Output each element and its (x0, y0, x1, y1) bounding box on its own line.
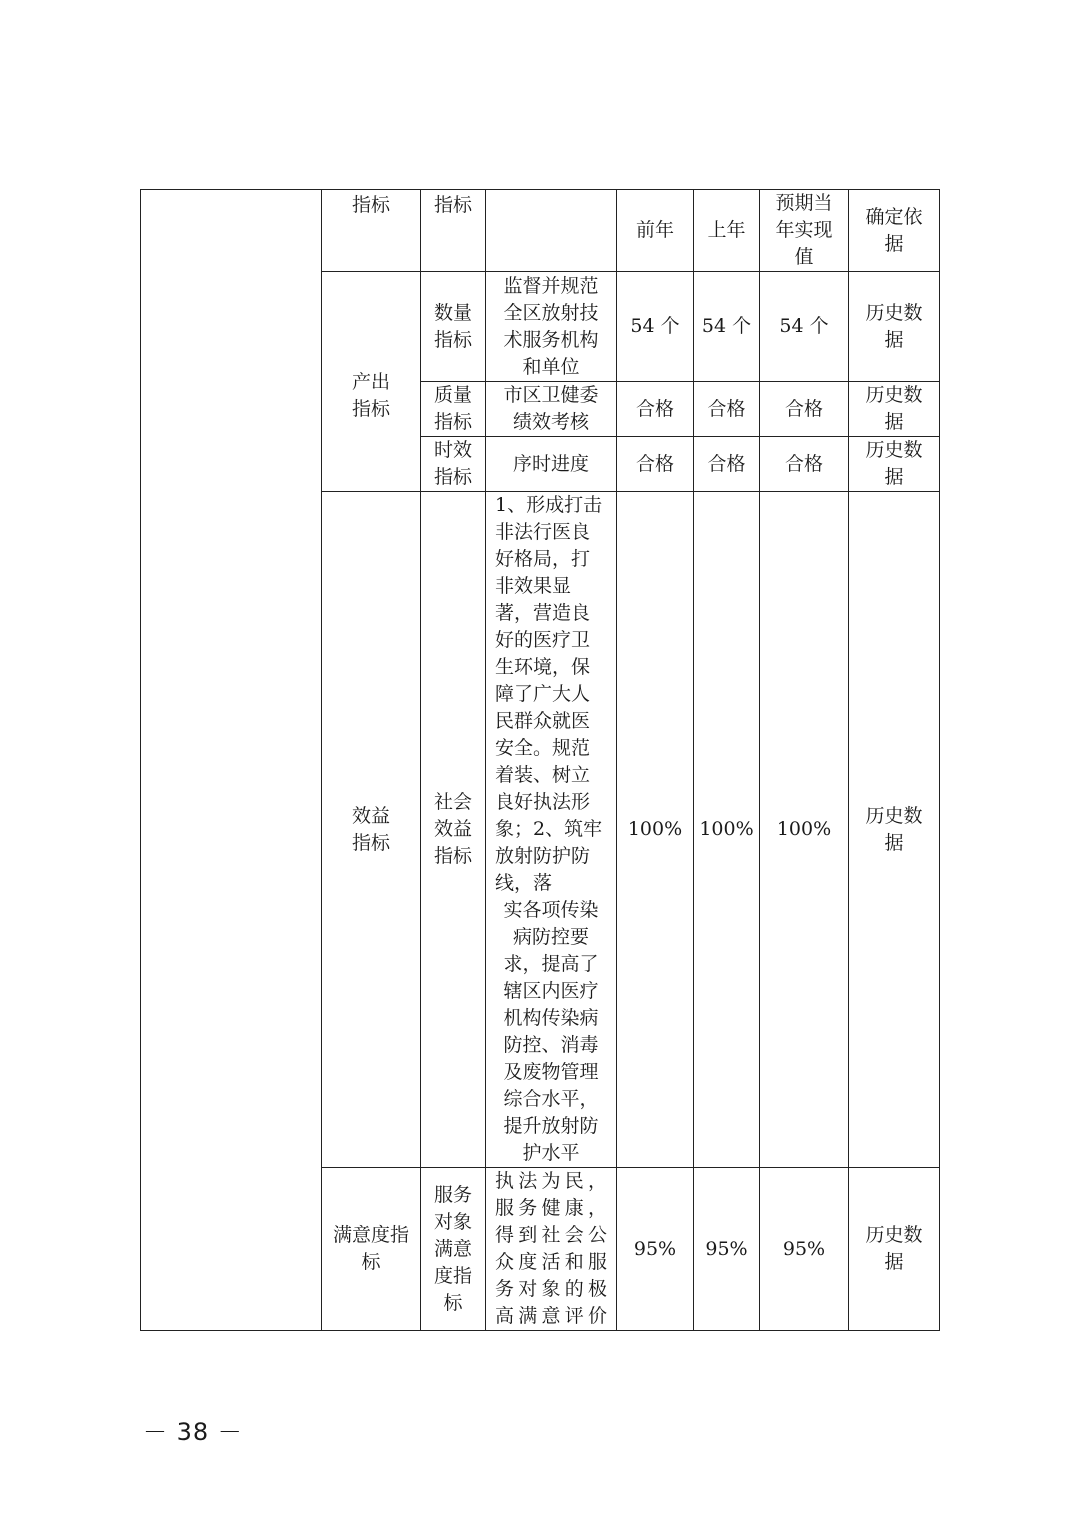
social-benefit-content-part2: 实各项传染病防控要求，提高了辖区内医疗机构传染病防控、消毒及废物管理综合水平，提升放射防护水平 (503, 899, 599, 1164)
satisfaction-expected-current: 95% (760, 1168, 849, 1331)
header-level1-indicator: 指标 (322, 190, 421, 272)
satisfaction-indicator-label: 满意度指标 (322, 1168, 421, 1331)
satisfaction-year-before-last: 95% (617, 1168, 694, 1331)
timeliness-expected-current: 合格 (760, 437, 849, 492)
social-benefit-indicator-label: 社会效益指标 (421, 492, 486, 1168)
quantity-last-year: 54 个 (694, 272, 760, 382)
quality-indicator-label: 质量指标 (421, 382, 486, 437)
quality-basis: 历史数据 (849, 382, 940, 437)
quality-last-year: 合格 (694, 382, 760, 437)
header-expected-current: 预期当年实现值 (760, 190, 849, 272)
social-benefit-content (486, 492, 617, 1168)
header-level2-indicator: 指标 (421, 190, 486, 272)
social-benefit-basis: 历史数据 (849, 492, 940, 1168)
header-last-year: 上年 (694, 190, 760, 272)
header-content-cell (486, 190, 617, 272)
page-number: － 38 － (143, 1418, 243, 1446)
quantity-expected-current: 54 个 (760, 272, 849, 382)
quantity-indicator-label: 数量指标 (421, 272, 486, 382)
output-indicator-label: 产出指标 (322, 272, 421, 492)
timeliness-year-before-last: 合格 (617, 437, 694, 492)
social-benefit-expected-current: 100% (760, 492, 849, 1168)
quality-year-before-last: 合格 (617, 382, 694, 437)
social-benefit-last-year: 100% (694, 492, 760, 1168)
social-benefit-content-part1: 1、形成打击非法行医良好格局，打非效果显著，营造良好的医疗卫生环境，保障了广大人民群众就医安全。规范着装、树立良好执法形象；2、筑牢放射防护防线，落 (495, 494, 603, 894)
quality-expected-current: 合格 (760, 382, 849, 437)
service-satisfaction-indicator-label: 服务对象满意度指标 (421, 1168, 486, 1331)
quantity-indicator-content: 监督并规范全区放射技术服务机构和单位 (486, 272, 617, 382)
benefit-indicator-label: 效益指标 (322, 492, 421, 1168)
timeliness-last-year: 合格 (694, 437, 760, 492)
timeliness-basis: 历史数据 (849, 437, 940, 492)
social-benefit-year-before-last: 100% (617, 492, 694, 1168)
header-basis: 确定依据 (849, 190, 940, 272)
header-year-before-last: 前年 (617, 190, 694, 272)
left-blank-column (141, 190, 322, 1331)
quantity-year-before-last: 54 个 (617, 272, 694, 382)
quantity-basis: 历史数据 (849, 272, 940, 382)
timeliness-indicator-content: 序时进度 (486, 437, 617, 492)
timeliness-indicator-label: 时效指标 (421, 437, 486, 492)
quality-indicator-content: 市区卫健委绩效考核 (486, 382, 617, 437)
satisfaction-content: 执法为民，服务健康，得到社会公众度活和服务对象的极高满意评价 (486, 1168, 617, 1331)
satisfaction-basis: 历史数据 (849, 1168, 940, 1331)
table-header-row (141, 190, 940, 272)
satisfaction-last-year: 95% (694, 1168, 760, 1331)
performance-indicator-table (140, 189, 940, 1331)
